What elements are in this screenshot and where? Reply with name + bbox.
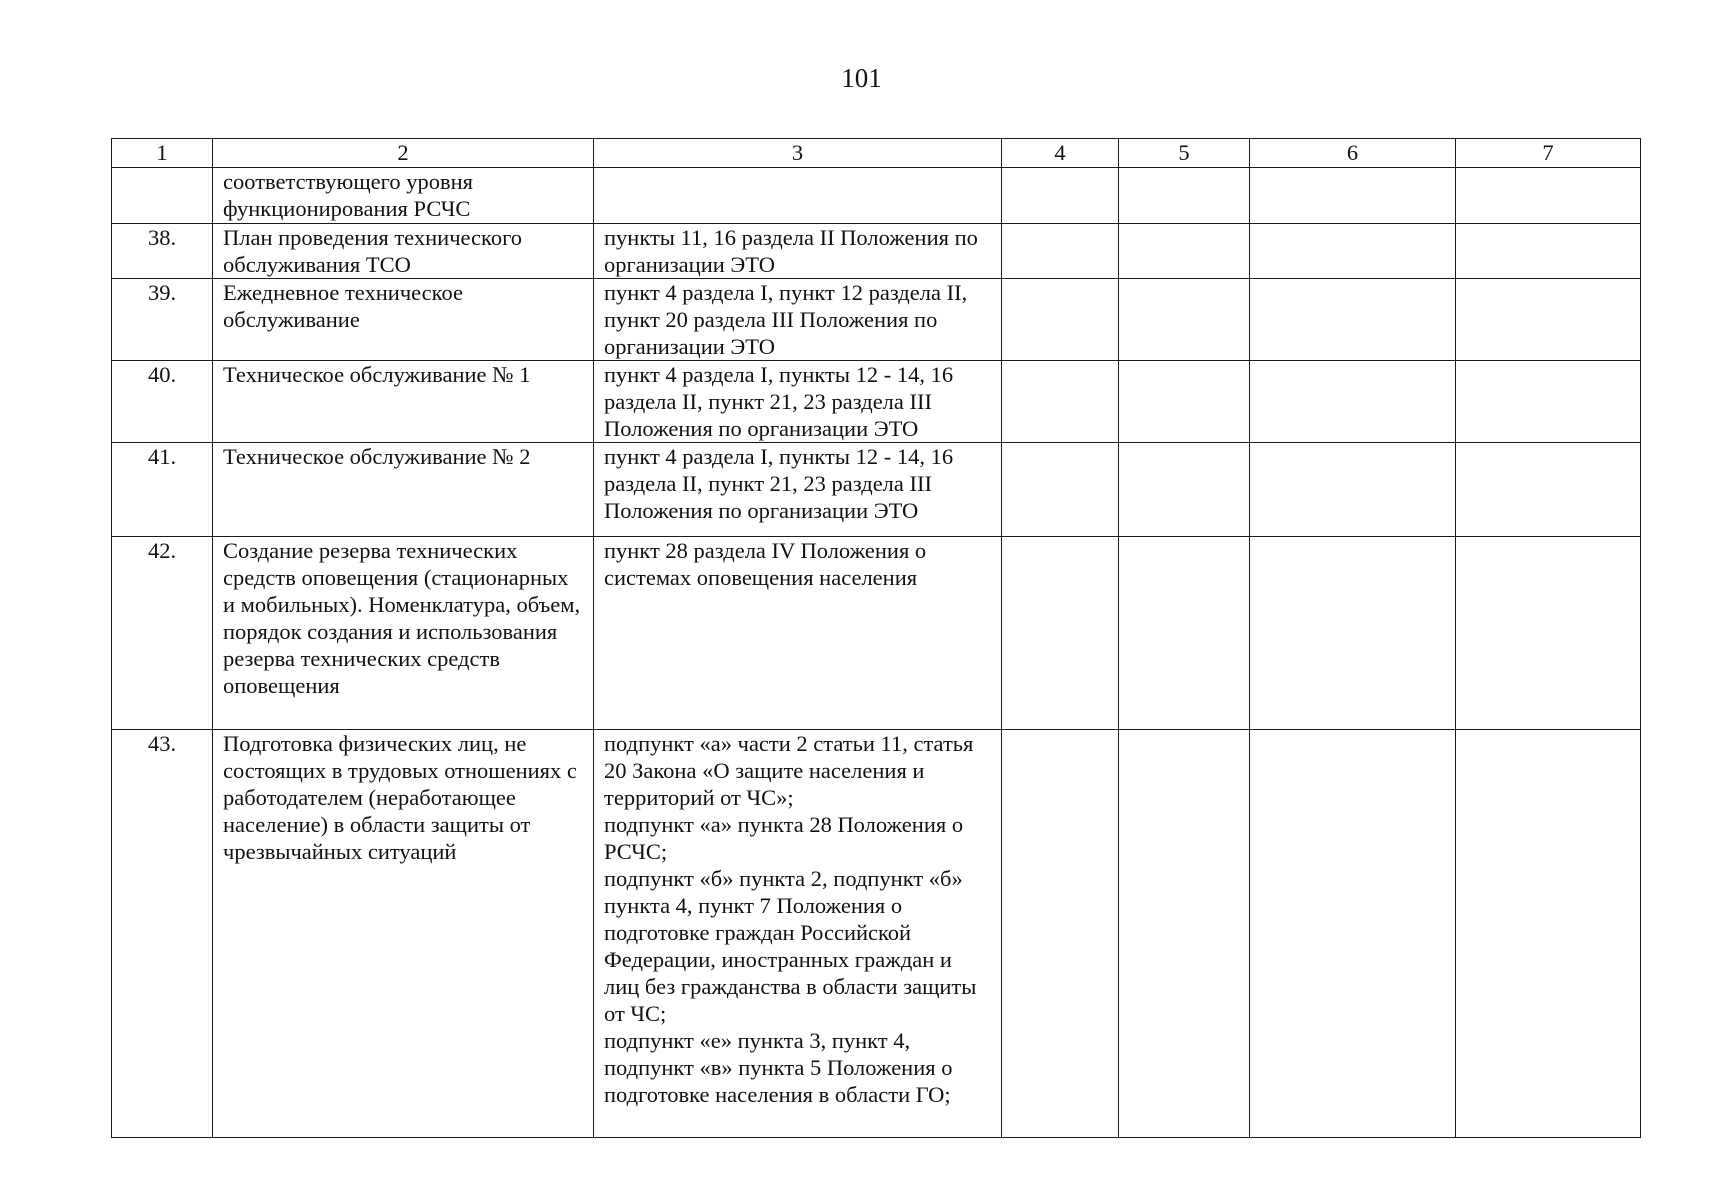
row-number: 38. [112, 224, 213, 279]
column-header: 1 [112, 139, 213, 168]
reference-line: пункт 28 раздела IV Положения о системах оповещения населения [604, 538, 927, 590]
empty-cell [1250, 168, 1456, 224]
column-header: 5 [1119, 139, 1250, 168]
requirements-table [111, 138, 1641, 1138]
row-reference [594, 168, 1002, 224]
empty-cell [1002, 730, 1119, 1138]
empty-cell [1002, 361, 1119, 443]
row-number: 40. [112, 361, 213, 443]
empty-cell [1250, 279, 1456, 361]
row-number: 39. [112, 279, 213, 361]
row-number: 43. [112, 730, 213, 1138]
row-reference [594, 224, 1002, 279]
table-row [112, 168, 1641, 224]
empty-cell [1002, 279, 1119, 361]
empty-cell [1119, 537, 1250, 730]
empty-cell [1250, 224, 1456, 279]
empty-cell [1250, 361, 1456, 443]
row-number: 42. [112, 537, 213, 730]
empty-cell [1456, 443, 1641, 537]
row-title: Техническое обслуживание № 1 [213, 361, 594, 443]
row-reference [594, 730, 1002, 1138]
empty-cell [1456, 730, 1641, 1138]
empty-cell [1456, 279, 1641, 361]
table-row [112, 537, 1641, 730]
reference-line: пункты 11, 16 раздела II Положения по организации ЭТО [604, 225, 978, 277]
empty-cell [1119, 361, 1250, 443]
column-header: 6 [1250, 139, 1456, 168]
header-row [112, 139, 1641, 168]
column-header: 3 [594, 139, 1002, 168]
empty-cell [1002, 537, 1119, 730]
table-row [112, 443, 1641, 537]
empty-cell [1119, 279, 1250, 361]
row-title: Техническое обслуживание № 2 [213, 443, 594, 537]
reference-line: пункт 4 раздела I, пункты 12 - 14, 16 раздела II, пункт 21, 23 раздела III Положения по организации ЭТО [604, 362, 954, 441]
row-title: План проведения технического обслуживания ТСО [213, 224, 594, 279]
empty-cell [1250, 537, 1456, 730]
table-row [112, 730, 1641, 1138]
reference-line: подпункт «е» пункта 3, пункт 4, подпункт «в» пункта 5 Положения о подготовке населения в области ГО; [604, 1028, 953, 1107]
empty-cell [1456, 168, 1641, 224]
reference-line: пункт 4 раздела I, пункты 12 - 14, 16 раздела II, пункт 21, 23 раздела III Положения по организации ЭТО [604, 444, 954, 523]
reference-line: пункт 4 раздела I, пункт 12 раздела II, пункт 20 раздела III Положения по организации ЭТО [604, 280, 968, 359]
row-reference [594, 279, 1002, 361]
reference-line: подпункт «а» пункта 28 Положения о РСЧС; [604, 812, 964, 864]
table-row [112, 361, 1641, 443]
row-title: соответствующего уровня функционирования РСЧС [213, 168, 594, 224]
empty-cell [1250, 443, 1456, 537]
row-title: Ежедневное техническое обслуживание [213, 279, 594, 361]
empty-cell [1002, 443, 1119, 537]
column-header: 7 [1456, 139, 1641, 168]
column-header: 4 [1002, 139, 1119, 168]
column-header: 2 [213, 139, 594, 168]
empty-cell [1456, 537, 1641, 730]
empty-cell [1119, 730, 1250, 1138]
reference-line: подпункт «б» пункта 2, подпункт «б» пункта 4, пункт 7 Положения о подготовке граждан Российской Федерации, иностранных граждан и лиц без гражданства в области защиты от ЧС; [604, 866, 977, 1026]
page-number: 101 [841, 63, 882, 93]
empty-cell [1250, 730, 1456, 1138]
empty-cell [1456, 361, 1641, 443]
empty-cell [1002, 224, 1119, 279]
row-reference [594, 443, 1002, 537]
row-title: Создание резерва технических средств оповещения (стационарных и мобильных). Номенклатура, объем, порядок создания и использования резерва технических средств оповещения [213, 537, 594, 730]
empty-cell [1002, 168, 1119, 224]
row-reference [594, 537, 1002, 730]
table-row [112, 279, 1641, 361]
empty-cell [1119, 224, 1250, 279]
row-number [112, 168, 213, 224]
table-row [112, 224, 1641, 279]
reference-line: подпункт «а» части 2 статьи 11, статья 20 Закона «О защите населения и территорий от ЧС»; [604, 731, 974, 810]
empty-cell [1119, 443, 1250, 537]
empty-cell [1119, 168, 1250, 224]
row-title: Подготовка физических лиц, не состоящих в трудовых отношениях с работодателем (неработающее население) в области защиты от чрезвычайных ситуаций [213, 730, 594, 1138]
row-reference [594, 361, 1002, 443]
row-number: 41. [112, 443, 213, 537]
empty-cell [1456, 224, 1641, 279]
